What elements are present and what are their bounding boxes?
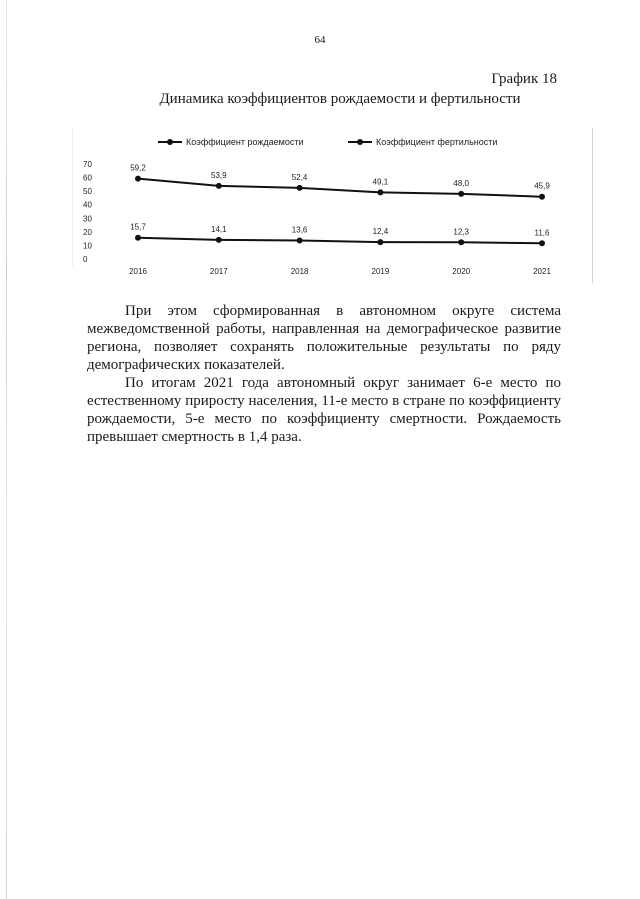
data-label: 14,1 — [211, 224, 227, 234]
data-point — [458, 239, 464, 245]
data-point — [297, 185, 303, 191]
x-tick-label: 2021 — [533, 267, 551, 276]
legend-marker — [357, 139, 363, 145]
x-tick-label: 2019 — [371, 267, 390, 276]
y-tick-label: 50 — [83, 187, 92, 197]
data-label: 59,2 — [130, 163, 146, 173]
data-point — [297, 238, 303, 244]
page-number: 64 — [314, 34, 326, 46]
data-point — [539, 194, 545, 200]
legend-label: Коэффициент рождаемости — [186, 137, 304, 147]
data-label: 15,7 — [130, 222, 146, 232]
data-label: 11,6 — [534, 228, 550, 238]
data-label: 48,0 — [453, 178, 469, 188]
body-text — [87, 302, 561, 446]
chart-title: Динамика коэффициентов рождаемости и фертильности — [159, 91, 521, 107]
data-point — [216, 237, 222, 243]
data-label: 52,4 — [291, 172, 308, 182]
y-tick-label: 40 — [83, 200, 92, 210]
data-label: 13,6 — [291, 225, 308, 235]
legend-marker — [167, 139, 173, 145]
chart — [72, 124, 596, 284]
data-point — [135, 235, 141, 241]
data-point — [377, 189, 383, 195]
data-label: 12,3 — [453, 227, 469, 237]
series-line — [138, 179, 542, 197]
data-label: 45,9 — [534, 181, 550, 191]
legend-label: Коэффициент фертильности — [376, 137, 498, 147]
y-tick-label: 30 — [83, 214, 92, 224]
x-tick-label: 2017 — [209, 267, 228, 276]
y-tick-label: 10 — [83, 241, 92, 251]
y-tick-label: 20 — [83, 227, 92, 237]
paragraph: По итогам 2021 года автономный округ занимает 6-е место по естественному приросту населения, 11-е место в стране по коэффициенту рождаемости, 5-е место по коэффициенту смертности. Рождаемость превышает смертность в 1,4 раза. — [87, 375, 561, 445]
x-tick-label: 2018 — [290, 267, 309, 276]
y-tick-label: 60 — [83, 173, 92, 183]
paragraph: При этом сформированная в автономном округе система межведомственной работы, направленная на демографическое развитие региона, позволяет сохранять положительные результаты по ряду демографических показателей. — [87, 303, 561, 373]
x-tick-label: 2016 — [129, 267, 147, 276]
data-point — [458, 191, 464, 197]
y-tick-label: 70 — [83, 160, 92, 169]
x-tick-label: 2020 — [452, 267, 471, 276]
scan-edge — [6, 0, 7, 899]
data-point — [216, 183, 222, 189]
data-label: 49,1 — [372, 177, 389, 187]
data-label: 12,4 — [372, 227, 389, 237]
y-tick-label: 0 — [83, 255, 88, 264]
chart-caption: График 18 — [491, 71, 557, 87]
data-label: 53,9 — [211, 170, 227, 180]
data-point — [377, 239, 383, 245]
series-line — [138, 238, 542, 244]
data-point — [539, 240, 545, 246]
data-point — [135, 176, 141, 182]
chart-svg — [72, 124, 596, 284]
